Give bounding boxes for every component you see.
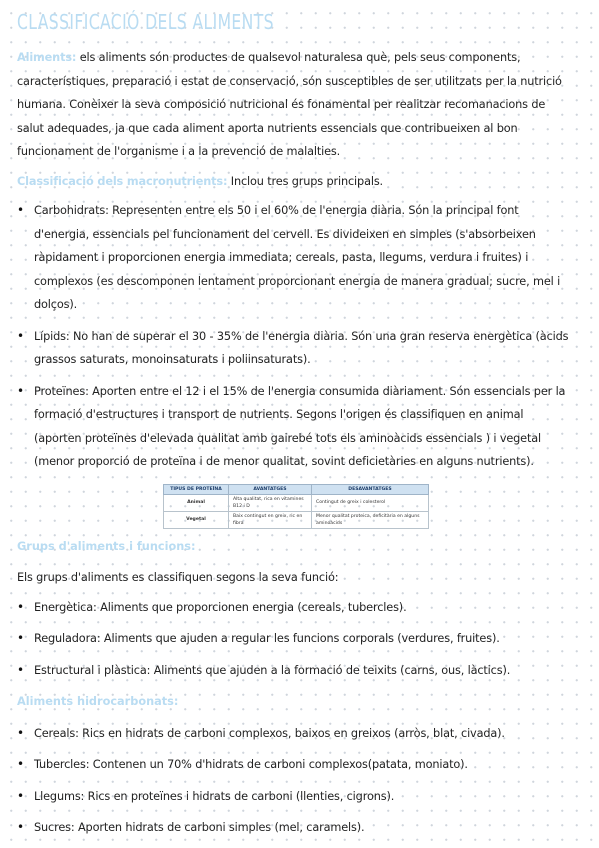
- list-item-sucres: • Sucres: Aporten hidrats de carboni simples (mel, caramels).: [17, 816, 571, 840]
- table-cell-type: Vegetal: [164, 511, 229, 528]
- groups-intro: Els grups d'aliments es classifiquen segons la seva funció:: [17, 571, 339, 584]
- macronutrients-lead: Classificació dels macronutrients:: [17, 174, 228, 188]
- table-header-row: [164, 484, 429, 494]
- list-item-reguladora: • Reguladora: Aliments que ajuden a regular les funcions corporals (verdures, fruites).: [17, 627, 571, 651]
- list-item-llegums: • Llegums: Rics en proteïnes i hidrats de carboni (llenties, cigrons).: [17, 785, 571, 809]
- carbs-list: [17, 722, 571, 840]
- table-cell-disadvantages: Contingut de greix i colesterol: [312, 494, 429, 511]
- intro-lead: Aliments:: [17, 51, 77, 64]
- macronutrients-text: Inclou tres grups principals.: [227, 174, 384, 188]
- list-item-carbohidrats: • Carbohidrats: Representen entre els 50 i el 60% de l'energia diària. Són la principal font d'energia, essencials pel funcionament del cervell. Es divideixen en simples (s'absorbeixen ràpidament i proporcionen energia immediata; cereals, pasta, llegums, verdura i fruites) i complexos (es descomponen lentament proporcionant energia de manera gradual; sucre, mel i dolços).: [17, 199, 571, 317]
- groups-list: [17, 596, 571, 683]
- table-cell-type: Animal: [164, 494, 229, 511]
- list-item-proteines: • Proteïnes: Aporten entre el 12 i el 15% de l'energia consumida diàriament. Són essencials per la formació d'estructures i transport de nutrients. Segons l'origen és classifiquen en animal (aporten proteïnes d'elevada qualitat amb gairebé tots els aminoàcids essencials ) i vegetal (menor proporció de proteïna i de menor qualitat, sovint deficietàries en alguns nutrients).: [17, 380, 571, 474]
- table-cell-advantages: Baix contingut en greix, ric en fibra: [229, 511, 312, 528]
- list-item-cereals: • Cereals: Rics en hidrats de carboni complexos, baixos en greixos (arròs, blat, civada).: [17, 722, 571, 746]
- macronutrients-list: [17, 199, 571, 474]
- groups-heading: Grups d'aliments i funcions:: [17, 539, 196, 553]
- table-row: [164, 511, 429, 528]
- table-row: [164, 494, 429, 511]
- intro-paragraph: [17, 46, 571, 164]
- list-item-estructural: • Estructural i plàstica: Aliments que ajuden a la formació de teixits (carns, ous, làctics).: [17, 659, 571, 683]
- table-header-disadvantages: DESAVANTATGES: [312, 484, 429, 494]
- list-item-lipids: • Lípids: No han de superar el 30 - 35% de l'energia diària. Són una gran reserva energètica (àcids grassos saturats, monoinsaturats i poliinsaturats).: [17, 325, 571, 372]
- table-cell-advantages: Alta qualitat, rica en vitamines B12 i D: [229, 494, 312, 511]
- table-header-advantages: AVANTATGES: [229, 484, 312, 494]
- list-item-tubercles: • Tubercles: Contenen un 70% d'hidrats de carboni complexos(patata, moniato).: [17, 753, 571, 777]
- table-cell-disadvantages: Menor qualitat proteica, deficitària en alguns aminoàcids: [312, 511, 429, 528]
- carbs-heading: Aliments hidrocarbonats:: [17, 695, 179, 708]
- page-title: CLASSIFICACIÓ DELS ALIMENTS: [17, 10, 274, 34]
- list-item-energetica: • Energètica: Aliments que proporcionen energia (cereals, tubercles).: [17, 596, 571, 620]
- intro-text: els aliments són productes de qualsevol naturalesa què, pels seus components, característiques, preparació i estat de conservació, són susceptibles de ser utilitzats per la nutrició humana. Conèixer la seva composició nutricional és fonamental per realitzar recomanacions de salut adequades, ja que cada aliment aporta nutrients essencials que contribueixen al bon funcionament de l'organisme i a la prevenció de malalties.: [17, 51, 562, 158]
- protein-table: [163, 484, 429, 529]
- table-header-type: TIPUS DE PROTEÏNA: [164, 484, 229, 494]
- macronutrients-heading: [17, 170, 571, 194]
